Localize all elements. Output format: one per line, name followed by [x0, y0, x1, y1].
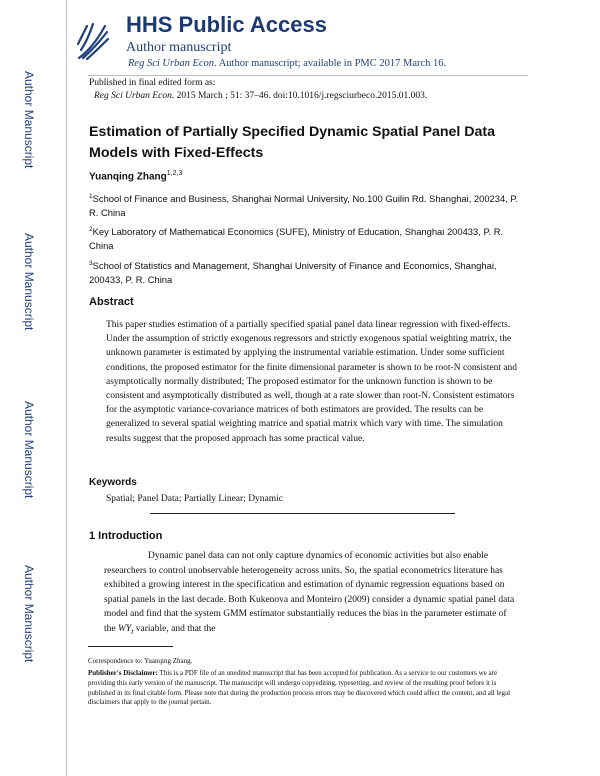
author-affiliation-marks: 1,2,3: [166, 170, 183, 177]
footnote-divider: [88, 646, 173, 647]
introduction-heading: 1 Introduction: [89, 530, 163, 542]
publication-journal: Reg Sci Urban Econ: [94, 91, 172, 101]
affiliation: $^1$School of Finance and Business, Shanghai Normal University, No.100 Guilin Rd. Shanghai, 200234, P. R. China: [89, 193, 519, 219]
correspondence-note: Correspondence to: Yuanqing Zhang.: [88, 657, 193, 665]
keywords-list: Spatial; Panel Data; Partially Linear; Dynamic: [106, 494, 284, 504]
affiliation: $^2$Key Laboratory of Mathematical Economics (SUFE), Ministry of Education, Shanghai 200433, P. R. China: [89, 226, 504, 252]
keywords-heading: Keywords: [89, 477, 137, 488]
header-citation: [128, 58, 446, 69]
sidebar-label-author-manuscript: Author Manuscript: [22, 233, 36, 331]
author-line: [89, 170, 182, 182]
author-name: Yuanqing Zhang: [89, 171, 167, 183]
section-divider: [150, 513, 455, 514]
sidebar-label-author-manuscript: Author Manuscript: [22, 401, 36, 499]
sidebar-divider: [66, 0, 67, 776]
sidebar-label-author-manuscript: Author Manuscript: [22, 71, 36, 169]
abstract-heading: Abstract: [89, 296, 134, 308]
header-journal: Reg Sci Urban Econ: [128, 58, 215, 69]
publisher-disclaimer: Publisher's Disclaimer: This is a PDF file of an unedited manuscript that has been accepted for publication. As a service to our customers we are providing this early version of the manuscript. The manuscript will undergo copyediting, typesetting, and review of the resulting proof before it is published in its final citable form. Please note that during the production process errors may be discovered which could affect the content, and all legal disclaimers that apply to the journal pertain.: [88, 669, 511, 707]
abstract-text: This paper studies estimation of a partially specified spatial panel data linear regression with fixed-effects. Under the assumption of strictly exogenous regressors and strictly exogenous spatial weighting matrix, the unknown parameter is estimated by applying the instrumental variable estimation. Under some sufficient conditions, the proposed estimator for the finite dimensional parameter is shown to be root-N consistent and asymptotically normally distributed; The proposed estimator for the unknown function is shown to be consistent and asymptotically distributed as well, though at a rate slower than root-N. Consistent estimators for the asymptotic variance-covariance matrices of both estimators are provided. The results can be generalized to several spatial weighting matrice and spatial matrix which vary with time. The simulation results suggest that the proposed approach has some practical value.: [106, 320, 518, 444]
paper-title: Estimation of Partially Specified Dynamic Spatial Panel Data Models with Fixed-Effects: [89, 124, 496, 161]
hhs-public-access-title: HHS Public Access: [126, 12, 327, 37]
published-label: Published in final edited form as:: [89, 78, 216, 88]
author-manuscript-label: Author manuscript: [126, 40, 232, 55]
publication-details: . 2015 March ; 51: 37–46. doi:10.1016/j.regsciurbeco.2015.01.003.: [171, 91, 428, 101]
affiliation: $^3$School of Statistics and Management, Shanghai University of Finance and Economics, Shanghai, 200433, P. R. China: [89, 260, 497, 286]
hhs-eagle-logo-icon: [75, 18, 111, 64]
sidebar-label-author-manuscript: Author Manuscript: [22, 565, 36, 663]
header-availability: . Author manuscript; available in PMC 2017 March 16.: [214, 58, 447, 69]
publication-citation: [94, 91, 427, 101]
header-divider: [88, 75, 528, 76]
math-variable: WY: [117, 623, 132, 634]
introduction-paragraph: Dynamic panel data can not only capture dynamics of economic activities but also enable researchers to control unobservable heterogeneity across units. So, the spatial econometrics literature has exhibited a growing interest in the specification and estimation of dynamic regression equations based on spatial panels in the last decade. Both Kukenova and Monteiro (2009) consider a dynamic spatial panel data model and find that the system GMM estimator substantially reduces the bias in the parameter estimate of the $WY_t$ variable, and that the: [104, 551, 515, 636]
